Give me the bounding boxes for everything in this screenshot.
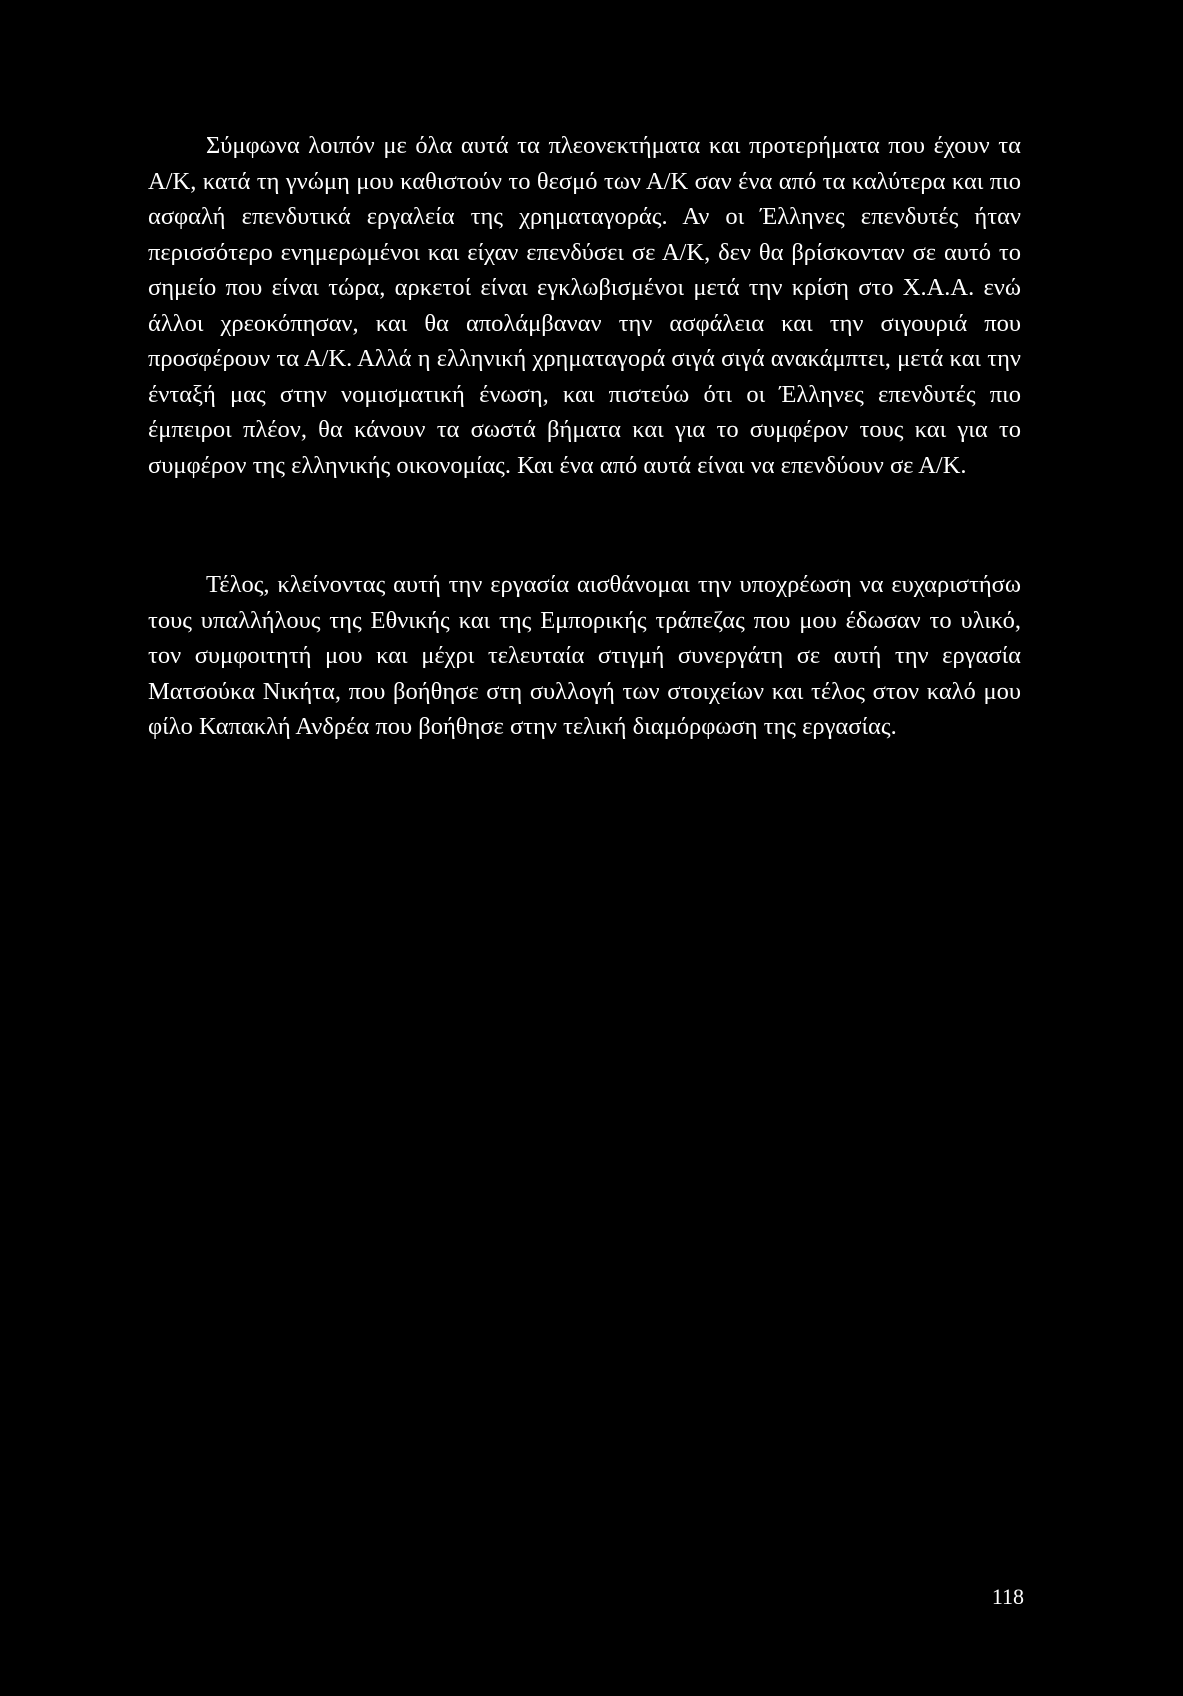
body-paragraph-acknowledgements: Τέλος, κλείνοντας αυτή την εργασία αισθάνομαι την υποχρέωση να ευχαριστήσω τους υπαλλήλους της Εθνικής και της Εμπορικής τράπεζας που μου έδωσαν το υλικό, τον συμφοιτητή μου και μέχρι τελευταία στιγμή συνεργάτη σε αυτή την εργασία Ματσούκα Νικήτα, που βοήθησε στη συλλογή των στοιχείων και τέλος στον καλό μου φίλο Καπακλή Ανδρέα που βοήθησε στην τελική διαμόρφωση της εργασίας. xyxy=(148,571,1021,740)
body-paragraph-conclusion: Σύμφωνα λοιπόν με όλα αυτά τα πλεονεκτήματα και προτερήματα που έχουν τα Α/Κ, κατά τη γνώμη μου καθιστούν το θεσμό των Α/Κ σαν ένα από τα καλύτερα και πιο ασφαλή επενδυτικά εργαλεία της χρηματαγοράς. Αν οι Έλληνες επενδυτές ήταν περισσότερο ενημερωμένοι και είχαν επενδύσει σε Α/Κ, δεν θα βρίσκονταν σε αυτό το σημείο που είναι τώρα, αρκετοί είναι εγκλωβισμένοι μετά την κρίση στο Χ.Α.Α. ενώ άλλοι χρεοκόπησαν, και θα απολάμβαναν την ασφάλεια και την σιγουριά που προσφέρουν τα Α/Κ. Αλλά η ελληνική χρηματαγορά σιγά σιγά ανακάμπτει, μετά και την ένταξή μας στην νομισματική ένωση, και πιστεύω ότι οι Έλληνες επενδυτές πιο έμπειροι πλέον, θα κάνουν τα σωστά βήματα και για το συμφέρον τους και για το συμφέρον της ελληνικής οικονομίας. Και ένα από αυτά είναι να επενδύουν σε Α/Κ. xyxy=(148,132,1021,479)
page-number: 118 xyxy=(991,1584,1024,1609)
